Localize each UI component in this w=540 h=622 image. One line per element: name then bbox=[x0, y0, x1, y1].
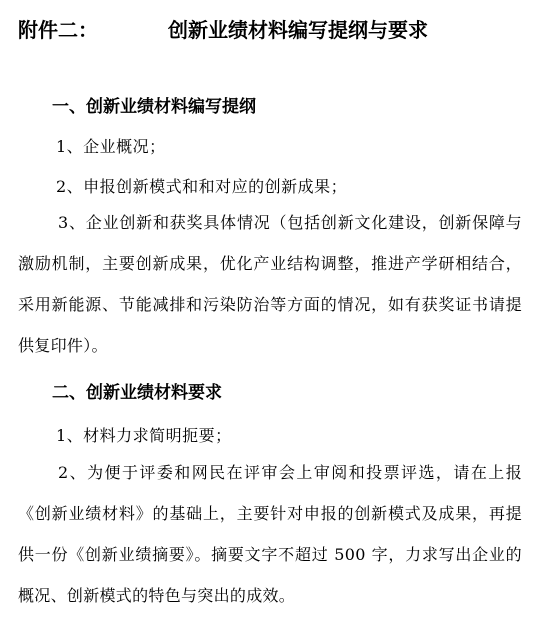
section-1-item-2: 2、申报创新模式和和对应的创新成果； bbox=[56, 177, 348, 196]
attachment-label: 附件二： bbox=[18, 18, 98, 42]
title-row bbox=[18, 14, 528, 48]
section-1-heading: 一、创新业绩材料编写提纲 bbox=[52, 97, 256, 117]
document-title: 创新业绩材料编写提纲与要求 bbox=[168, 18, 428, 42]
section-1-item-3: 3、企业创新和获奖具体情况（包括创新文化建设，创新保障与激励机制，主要创新成果，优化产业结构调整，推进产学研相结合，采用新能源、节能减排和污染防治等方面的情况，如有获奖证书请提供复印件）。 bbox=[18, 213, 522, 355]
section-2-heading: 二、创新业绩材料要求 bbox=[52, 383, 222, 403]
section-2-item-2: 2、为便于评委和网民在评审会上审阅和投票评选，请在上报《创新业绩材料》的基础上，主要针对申报的创新模式及成果，再提供一份《创新业绩摘要》。摘要文字不超过 500 字，力求写出企业的概况、创新模式的特色与突出的成效。 bbox=[18, 463, 522, 605]
section-1-item-1: 1、企业概况； bbox=[56, 137, 166, 156]
section-2-item-1: 1、材料力求简明扼要； bbox=[56, 426, 232, 445]
